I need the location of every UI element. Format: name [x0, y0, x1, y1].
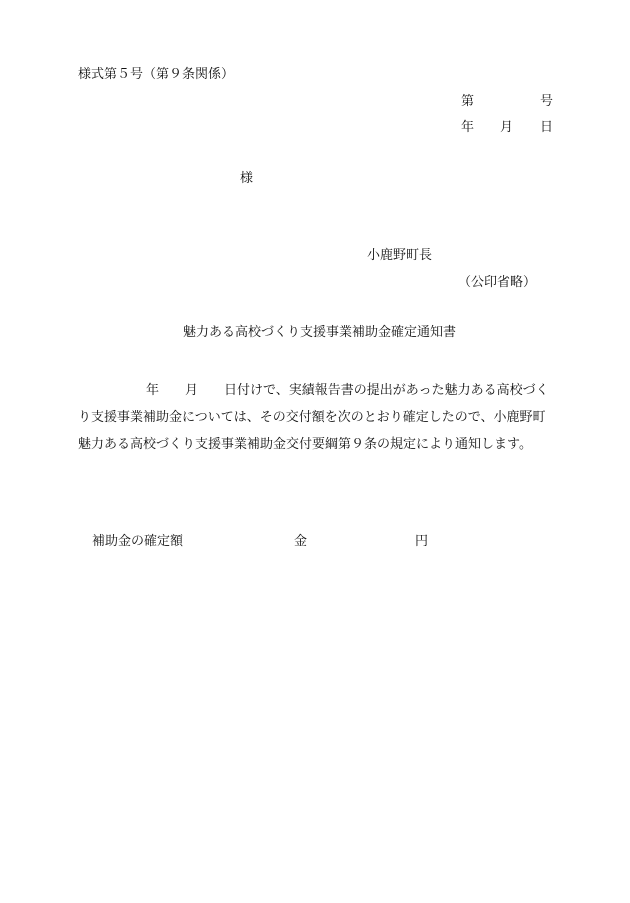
- date-day: 日: [540, 120, 554, 135]
- addressee-suffix: 様: [240, 171, 254, 186]
- body-line1-rest: 日付けで、実績報告書の提出があった魅力ある高校づく: [224, 383, 549, 398]
- form-label: 様式第５号（第９条関係）: [78, 67, 235, 82]
- body-paragraph: [78, 377, 552, 458]
- amount-kin: 金: [294, 534, 308, 549]
- date-month: 月: [500, 120, 514, 135]
- body-line-1: [78, 377, 552, 404]
- date-year: 年: [461, 120, 475, 135]
- body-line-3: 魅力ある高校づくり支援事業補助金交付要綱第９条の規定により通知します。: [78, 437, 532, 452]
- document-title: 魅力ある高校づくり支援事業補助金確定通知書: [183, 325, 457, 340]
- issuer-name: 小鹿野町長: [367, 248, 433, 263]
- body-year: 年: [146, 383, 160, 398]
- body-month: 月: [185, 383, 199, 398]
- number-prefix: 第: [461, 94, 475, 109]
- amount-label: 補助金の確定額: [92, 534, 184, 549]
- seal-note: （公印省略）: [458, 275, 537, 290]
- amount-yen: 円: [415, 534, 429, 549]
- number-suffix: 号: [540, 94, 554, 109]
- body-line-2: り支援事業補助金については、その交付額を次のとおり確定したので、小鹿野町: [78, 410, 546, 425]
